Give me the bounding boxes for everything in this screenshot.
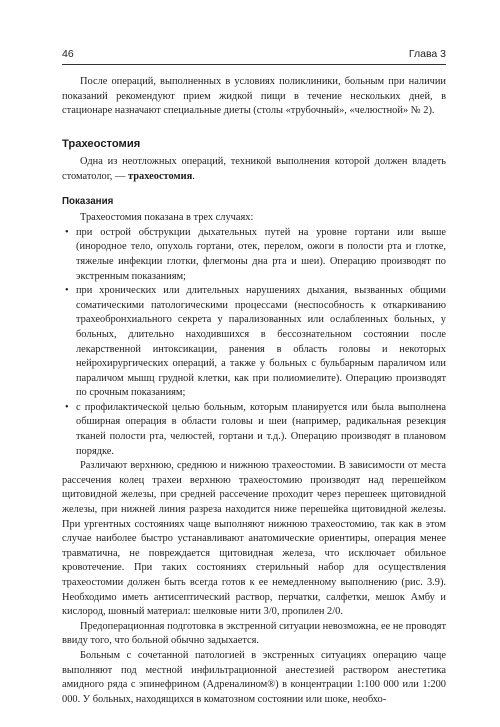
list-item: • при острой обструкции дыхательных путей на уровне гортани или выше (инородное тело, опухоль гортани, отек, перелом, ожоги в полости рта и глотке, тяжелые инфекции глотки, флегмоны дна рта и шеи). Операцию производят по экстренным показаниям; [62, 226, 446, 284]
indications-list [62, 226, 446, 460]
list-item: • при хронических или длительных нарушениях дыхания, вызванных общими соматическими патологическими процессами (неспособность к откаркиванию трахеобронхиального секрета у парализованных или ослабленных больных, у больных, длительно находившихся в бессознательном состоянии после лекарственной интоксикации, ранения в область головы и некоторых нейрохирургических операций, а также у больных с бульбарным параличом или параличом мышц грудной клетки, как при полиомиелите). Операцию производят по срочным показаниям; [62, 284, 446, 401]
section-lead-text: Одна из неотложных операций, техникой выполнения которой должен владеть стоматолог, — [62, 156, 446, 182]
list-item: • с профилактической целью больным, которым планируется или была выполнена обширная операция в области головы и шеи (например, радикальная резекция тканей полости рта, челюстей, гортани и т.д.). Операцию производят в плановом порядке. [62, 401, 446, 459]
section-heading: Трахеостомия [62, 137, 141, 150]
section-lead-term: трахеостомия [128, 170, 193, 182]
indications-intro: Трахеостомия показана в трех случаях: [80, 212, 254, 224]
header-divider [62, 64, 446, 65]
paragraph-preparation: Предоперационная подготовка в экстренной ситуации невозможна, ее не проводят ввиду того, что больной обычно задыхается. [62, 620, 446, 647]
page-body [62, 75, 446, 707]
running-header [62, 48, 446, 60]
paragraph-anesthesia: Больным с сочетанной патологией в экстренных ситуациях операцию чаще выполняют под местной инфильтрационной анестезией раствором анестетика амидного ряда с эпинефрином (Адреналином®) в концентрации 1:100 000 или 1:200 000. У больных, находящихся в коматозном состоянии или шоке, необхо- [62, 649, 446, 705]
paragraph-tracheostomy-types: Различают верхнюю, среднюю и нижнюю трахеостомии. В зависимости от места рассечения колец трахеи верхнюю трахеостомию производят над перешейком щитовидной железы, при средней рассечение проходит через перешеек щитовидной железы, при нижней линия разреза находится ниже перешейка щитовидной железы. При ургентных состояниях чаще выполняют нижнюю трахеостомию, так как в этом случае наиболее быстро устанавливают анатомические ориентиры, операция менее травматична, не повреждается щитовидная железа, что исключает обильное кровотечение. При таких состояниях стерильный набор для осуществления трахеостомии должен быть всегда готов к ее немедленному выполнению (рис. 3.9). Необходимо иметь антисептический раствор, перчатки, салфетки, мешок Амбу и кислород, шовный материал: шелковые нити 3/0, пропилен 2/0. [62, 460, 446, 618]
page-number: 46 [62, 48, 74, 60]
subsection-heading: Показания [62, 195, 114, 207]
section-lead-paragraph [62, 155, 446, 184]
intro-paragraph: После операций, выполненных в условиях поликлиники, больным при наличии показаний рекомендуют прием жидкой пищи в течение нескольких дней, в стационаре назначают специальные диеты (столы «трубочный», «челюстной» № 2). [62, 76, 446, 117]
section-lead-end: . [192, 170, 195, 182]
chapter-label: Глава 3 [408, 48, 446, 60]
